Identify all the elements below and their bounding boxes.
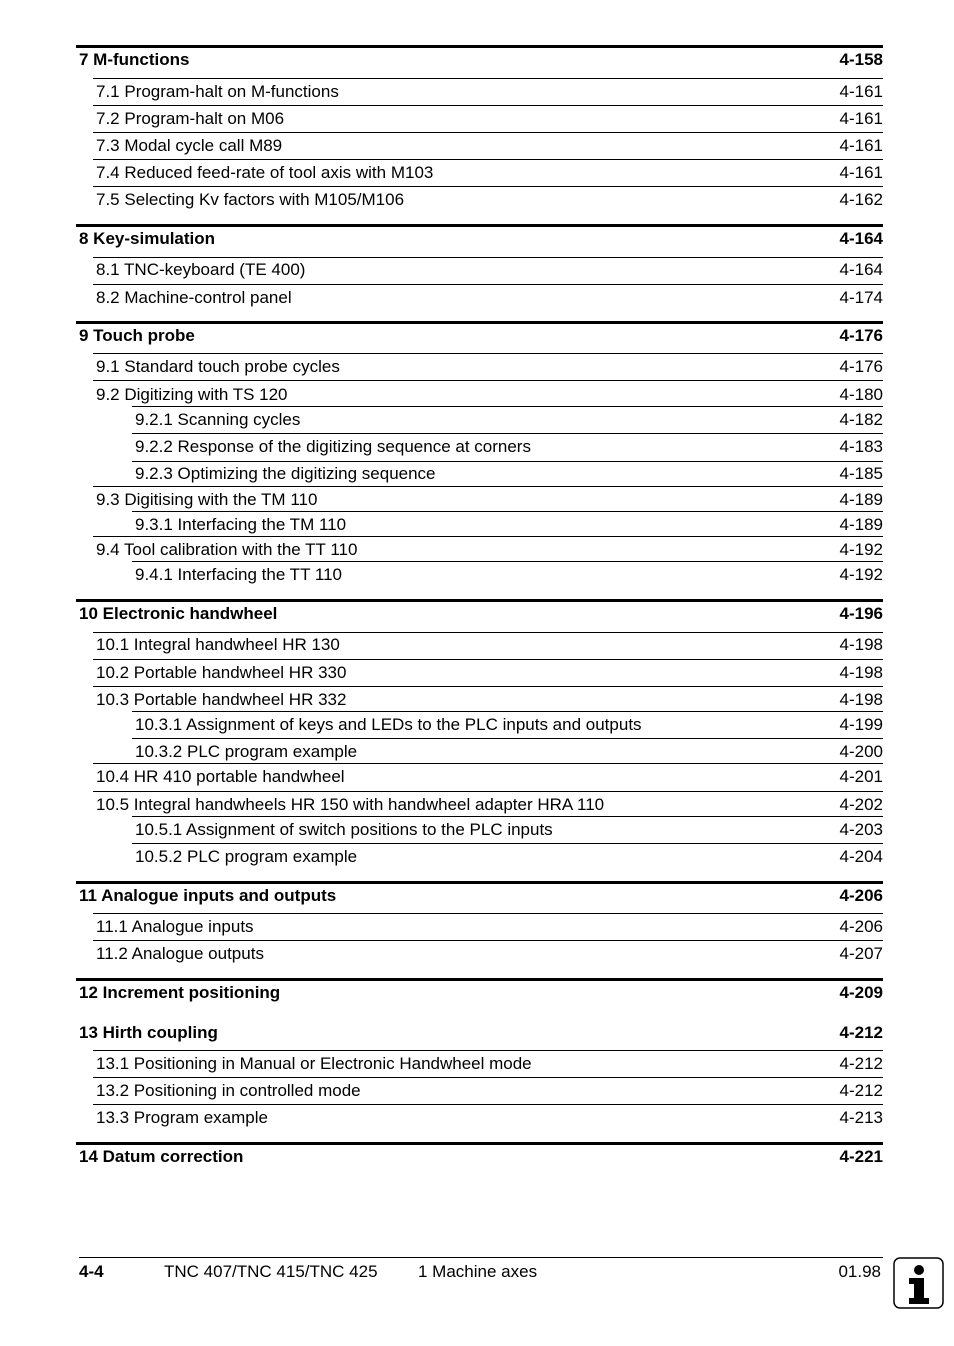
toc-entry-page: 4-164 <box>839 260 883 279</box>
toc-entry-page: 4-198 <box>839 690 883 709</box>
entry-rule <box>93 940 883 941</box>
section-rule <box>76 978 883 981</box>
section-rule <box>76 45 883 48</box>
entry-rule <box>93 380 883 381</box>
toc-entry-page: 4-162 <box>839 190 883 209</box>
toc-entry: 11.1 Analogue inputs <box>96 917 254 936</box>
footer-chapter: 1 Machine axes <box>418 1262 538 1281</box>
section-page: 4-164 <box>839 229 883 248</box>
toc-entry-page: 4-198 <box>839 635 883 654</box>
toc-entry: 10.1 Integral handwheel HR 130 <box>96 635 340 654</box>
section-title: 12 Increment positioning <box>79 983 281 1002</box>
toc-entry-page: 4-199 <box>839 715 883 734</box>
toc-entry-page: 4-161 <box>839 82 883 101</box>
toc-entry-page: 4-180 <box>839 385 883 404</box>
toc-entry-page: 4-161 <box>839 109 883 128</box>
entry-rule <box>93 257 883 258</box>
toc-entry: 8.2 Machine-control panel <box>96 288 292 307</box>
toc-entry: 9.3 Digitising with the TM 110 <box>96 490 318 509</box>
entry-rule <box>93 353 883 354</box>
toc-entry: 10.5.1 Assignment of switch positions to the PLC inputs <box>135 820 553 839</box>
section-rule <box>76 1142 883 1145</box>
toc-entry: 9.1 Standard touch probe cycles <box>96 357 340 376</box>
section-title: 7 M-functions <box>79 50 190 69</box>
entry-rule <box>93 1050 883 1051</box>
toc-entry-page: 4-161 <box>839 163 883 182</box>
entry-rule <box>93 536 883 537</box>
entry-rule <box>132 511 883 512</box>
entry-rule <box>93 1104 883 1105</box>
toc-entry: 13.2 Positioning in controlled mode <box>96 1081 361 1100</box>
toc-entry-page: 4-202 <box>839 795 883 814</box>
toc-entry-page: 4-212 <box>839 1054 883 1073</box>
toc-entry-page: 4-192 <box>839 565 883 584</box>
section-page: 4-212 <box>839 1023 883 1042</box>
toc-entry: 9.2 Digitizing with TS 120 <box>96 385 288 404</box>
toc-entry: 10.5.2 PLC program example <box>135 847 358 866</box>
entry-rule <box>93 791 883 792</box>
section-page: 4-158 <box>839 50 883 69</box>
toc-entry-page: 4-185 <box>839 464 883 483</box>
toc-entry-page: 4-182 <box>839 410 883 429</box>
entry-rule <box>132 406 883 407</box>
entry-rule <box>93 78 883 79</box>
entry-rule <box>132 711 883 712</box>
section-page: 4-206 <box>839 886 883 905</box>
entry-rule <box>93 284 883 285</box>
section-title: 13 Hirth coupling <box>79 1023 218 1042</box>
entry-rule <box>132 433 883 434</box>
toc-entry: 9.2.3 Optimizing the digitizing sequence <box>135 464 436 483</box>
toc-entry-page: 4-176 <box>839 357 883 376</box>
toc-entry: 7.4 Reduced feed-rate of tool axis with M103 <box>96 163 434 182</box>
entry-rule <box>93 763 883 764</box>
toc-entry: 10.4 HR 410 portable handwheel <box>96 767 345 786</box>
entry-rule <box>93 659 883 660</box>
entry-rule <box>93 913 883 914</box>
toc-entry-page: 4-183 <box>839 437 883 456</box>
toc-entry: 9.3.1 Interfacing the TM 110 <box>135 515 347 534</box>
toc-entry: 11.2 Analogue outputs <box>96 944 264 963</box>
toc-entry: 10.3 Portable handwheel HR 332 <box>96 690 347 709</box>
toc-entry: 9.2.2 Response of the digitizing sequence at corners <box>135 437 531 456</box>
toc-entry-page: 4-192 <box>839 540 883 559</box>
entry-rule <box>132 561 883 562</box>
toc-entry-page: 4-200 <box>839 742 883 761</box>
toc-entry: 13.3 Program example <box>96 1108 268 1127</box>
entry-rule <box>93 486 883 487</box>
entry-rule <box>93 186 883 187</box>
section-title: 10 Electronic handwheel <box>79 604 278 623</box>
section-title: 8 Key-simulation <box>79 229 216 248</box>
entry-rule <box>93 132 883 133</box>
footer-rule <box>79 1257 883 1258</box>
entry-rule <box>132 461 883 462</box>
toc-entry-page: 4-201 <box>839 767 883 786</box>
toc-entry-page: 4-189 <box>839 515 883 534</box>
toc-entry: 10.3.1 Assignment of keys and LEDs to the PLC inputs and outputs <box>135 715 642 734</box>
toc-entry-page: 4-206 <box>839 917 883 936</box>
toc-entry: 7.2 Program-halt on M06 <box>96 109 285 128</box>
toc-entry-page: 4-213 <box>839 1108 883 1127</box>
section-title: 9 Touch probe <box>79 326 195 345</box>
toc-entry-page: 4-212 <box>839 1081 883 1100</box>
toc-entry: 9.4 Tool calibration with the TT 110 <box>96 540 358 559</box>
toc-entry: 8.1 TNC-keyboard (TE 400) <box>96 260 306 279</box>
toc-entry: 13.1 Positioning in Manual or Electronic Handwheel mode <box>96 1054 532 1073</box>
toc-entry-page: 4-203 <box>839 820 883 839</box>
section-title: 11 Analogue inputs and outputs <box>79 886 337 905</box>
toc-entry: 10.5 Integral handwheels HR 150 with handwheel adapter HRA 110 <box>96 795 605 814</box>
section-rule <box>76 881 883 884</box>
footer-date: 01.98 <box>838 1262 881 1281</box>
entry-rule <box>132 843 883 844</box>
info-icon <box>893 1257 944 1309</box>
entry-rule <box>132 816 883 817</box>
section-page: 4-196 <box>839 604 883 623</box>
entry-rule <box>132 738 883 739</box>
section-page: 4-209 <box>839 983 883 1002</box>
section-title: 14 Datum correction <box>79 1147 244 1166</box>
entry-rule <box>93 632 883 633</box>
entry-rule <box>93 105 883 106</box>
entry-rule <box>93 686 883 687</box>
toc-entry: 10.3.2 PLC program example <box>135 742 358 761</box>
footer-model: TNC 407/TNC 415/TNC 425 <box>164 1262 378 1281</box>
section-rule <box>76 321 883 324</box>
toc-entry-page: 4-174 <box>839 288 883 307</box>
toc-entry-page: 4-161 <box>839 136 883 155</box>
section-rule <box>76 599 883 602</box>
entry-rule <box>93 159 883 160</box>
toc-entry: 10.2 Portable handwheel HR 330 <box>96 663 347 682</box>
footer-page-number: 4-4 <box>79 1262 104 1281</box>
toc-entry: 7.5 Selecting Kv factors with M105/M106 <box>96 190 405 209</box>
toc-entry: 9.4.1 Interfacing the TT 110 <box>135 565 342 584</box>
section-page: 4-176 <box>839 326 883 345</box>
toc-entry: 7.3 Modal cycle call M89 <box>96 136 283 155</box>
toc-entry: 7.1 Program-halt on M-functions <box>96 82 339 101</box>
toc-entry: 9.2.1 Scanning cycles <box>135 410 301 429</box>
section-page: 4-221 <box>839 1147 883 1166</box>
toc-entry-page: 4-207 <box>839 944 883 963</box>
entry-rule <box>93 1077 883 1078</box>
toc-entry-page: 4-204 <box>839 847 883 866</box>
toc-entry-page: 4-198 <box>839 663 883 682</box>
toc-entry-page: 4-189 <box>839 490 883 509</box>
section-rule <box>76 224 883 227</box>
